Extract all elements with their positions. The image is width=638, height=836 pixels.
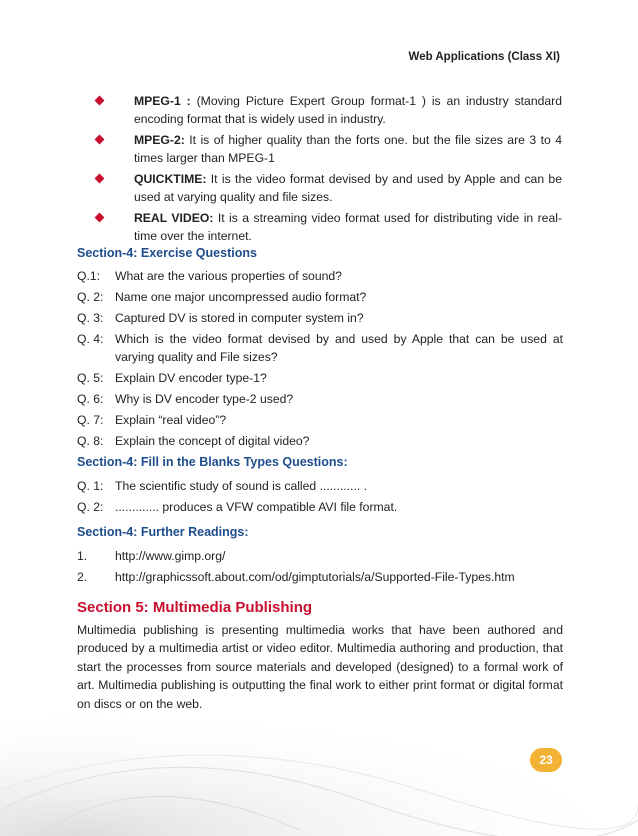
bullet-term: MPEG-2:	[134, 133, 185, 147]
question-row	[77, 289, 563, 307]
question-text: Which is the video format devised by and used by Apple that can be used at varying quality and File sizes?	[115, 332, 563, 364]
question-row	[77, 412, 563, 430]
bullet-text: It is the video format devised by and used by Apple and can be used at varying quality and file sizes.	[134, 172, 562, 204]
question-row	[77, 370, 563, 388]
bullet-text: (Moving Picture Expert Group format-1 ) is an industry standard encoding format that is widely used in industry.	[134, 94, 563, 126]
reading-row	[77, 569, 563, 587]
fill-blanks-heading: Section-4: Fill in the Blanks Types Questions:	[77, 455, 348, 469]
question-row	[77, 331, 563, 366]
bullet-term: REAL VIDEO:	[134, 211, 214, 225]
question-number: Q.1:	[77, 269, 101, 283]
question-number: Q. 5:	[77, 370, 104, 385]
question-row	[77, 310, 563, 328]
reading-number: 2.	[77, 570, 88, 584]
bullet-text: It is a streaming video format used for distributing vide in real-time over the internet.	[134, 211, 563, 243]
bullet-item	[76, 93, 562, 128]
question-number: Q. 2:	[77, 500, 104, 514]
running-header: Web Applications (Class XI)	[408, 51, 560, 63]
question-row	[77, 478, 563, 496]
question-number: Q. 1:	[77, 479, 104, 493]
format-bullet-list	[76, 93, 562, 249]
question-row	[77, 499, 563, 517]
exercise-heading: Section-4: Exercise Questions	[77, 246, 257, 260]
section5-paragraph: Multimedia publishing is presenting multimedia works that have been authored and produced by a multimedia artist or video editor. Multimedia authoring and production, that start the processes from source materials and developed (designed) to a formal work of art. Multimedia publishing is outputting the final work to either print format or digital format on discs or on the web.	[77, 623, 563, 711]
diamond-bullet-icon	[95, 213, 105, 223]
reading-number: 1.	[77, 549, 88, 563]
diamond-bullet-icon	[95, 174, 105, 184]
question-text: What are the various properties of sound?	[115, 269, 342, 283]
question-text: Explain the concept of digital video?	[115, 433, 310, 448]
question-number: Q. 3:	[77, 311, 104, 325]
fill-blanks-question-list	[77, 478, 563, 520]
bullet-item	[76, 210, 562, 245]
exercise-question-list	[77, 268, 563, 454]
question-number: Q. 7:	[77, 412, 104, 427]
question-number: Q. 6:	[77, 391, 104, 406]
question-row	[77, 391, 563, 409]
page-number-badge: 23	[530, 748, 562, 772]
question-text: Explain “real video”?	[115, 412, 227, 427]
question-text: Why is DV encoder type-2 used?	[115, 391, 294, 406]
question-text: ............. produces a VFW compatible AVI file format.	[115, 500, 398, 514]
bullet-term: MPEG-1 :	[134, 94, 191, 108]
question-row	[77, 268, 563, 286]
further-readings-list	[77, 548, 563, 590]
question-number: Q. 2:	[77, 290, 104, 304]
question-text: Name one major uncompressed audio format?	[115, 290, 367, 304]
further-readings-heading: Section-4: Further Readings:	[77, 525, 249, 539]
question-text: Explain DV encoder type-1?	[115, 370, 267, 385]
bullet-item	[76, 171, 562, 206]
reading-link[interactable]: http://www.gimp.org/	[115, 549, 226, 563]
reading-link[interactable]: http://graphicssoft.about.com/od/gimptutorials/a/Supported-File-Types.htm	[115, 570, 515, 584]
question-text: Captured DV is stored in computer system in?	[115, 311, 364, 325]
diamond-bullet-icon	[95, 135, 105, 145]
question-row	[77, 433, 563, 451]
bullet-item	[76, 132, 562, 167]
bullet-term: QUICKTIME:	[134, 172, 207, 186]
question-number: Q. 8:	[77, 433, 104, 448]
question-number: Q. 4:	[77, 332, 104, 346]
bullet-text: It is of higher quality than the forts one. but the file sizes are 3 to 4 times larger than MPEG-1	[134, 133, 562, 165]
question-text: The scientific study of sound is called ............ .	[115, 479, 367, 493]
reading-row	[77, 548, 563, 566]
diamond-bullet-icon	[95, 96, 105, 106]
section5-heading: Section 5: Multimedia Publishing	[77, 599, 313, 616]
